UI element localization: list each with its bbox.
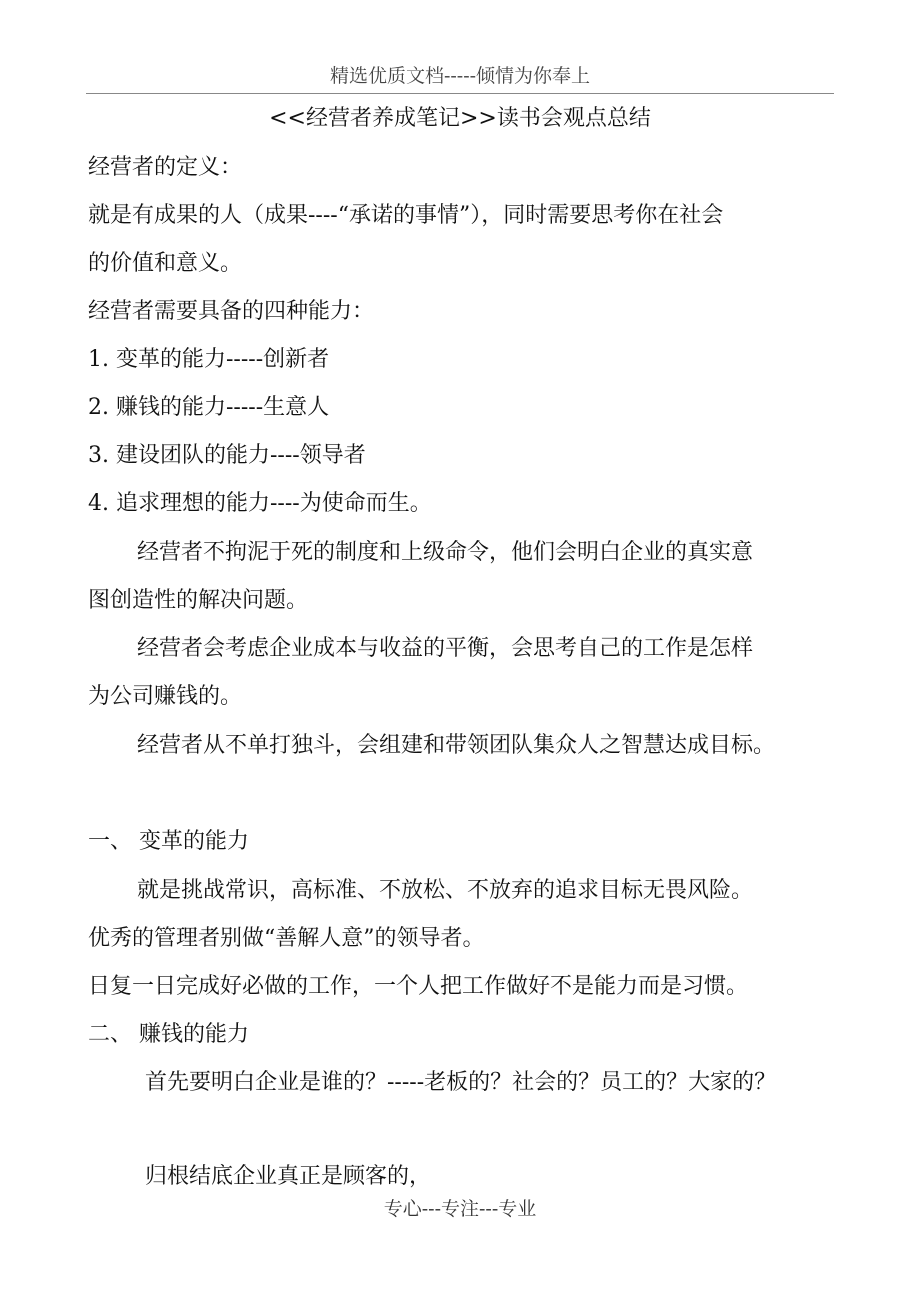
page-footer: 专心---专注---专业 xyxy=(383,1198,537,1220)
abilities-heading: 经营者需要具备的四种能力： xyxy=(88,299,375,324)
body-line: 经营者不拘泥于死的制度和上级命令，他们会明白企业的真实意 xyxy=(137,540,754,565)
body-line: 经营者从不单打独斗，会组建和带领团队集众人之智慧达成目标。 xyxy=(137,733,776,758)
body-line: 日复一日完成好必做的工作，一个人把工作做好不是能力而是习惯。 xyxy=(88,974,749,999)
body-line: 经营者会考虑企业成本与收益的平衡，会思考自己的工作是怎样 xyxy=(137,636,754,661)
section-heading: 二、 赚钱的能力 xyxy=(88,1022,249,1047)
section-heading: 一、 变革的能力 xyxy=(88,829,249,854)
list-item: 1. 变革的能力-----创新者 xyxy=(88,347,330,372)
body-line: 归根结底企业真正是顾客的， xyxy=(145,1164,432,1189)
list-item: 4. 追求理想的能力----为使命而生。 xyxy=(88,491,432,516)
header-rule xyxy=(86,93,834,94)
definition-heading: 经营者的定义： xyxy=(88,155,243,180)
list-item: 2. 赚钱的能力-----生意人 xyxy=(88,395,330,420)
page-header: 精选优质文档-----倾情为你奉上 xyxy=(329,65,591,87)
document-title: <<经营者养成笔记>>读书会观点总结 xyxy=(269,106,651,131)
body-line: 首先要明白企业是谁的？-----老板的？社会的？员工的？大家的？ xyxy=(145,1070,777,1095)
body-line: 优秀的管理者别做“善解人意”的领导者。 xyxy=(88,926,485,951)
body-line: 就是有成果的人（成果----“承诺的事情”），同时需要思考你在社会 xyxy=(88,203,724,228)
body-line: 就是挑战常识，高标准、不放松、不放弃的追求目标无畏风险。 xyxy=(137,878,754,903)
list-item: 3. 建设团队的能力----领导者 xyxy=(88,443,366,468)
body-line: 为公司赚钱的。 xyxy=(88,684,243,709)
body-line: 图创造性的解决问题。 xyxy=(88,588,309,613)
body-line: 的价值和意义。 xyxy=(88,251,243,276)
